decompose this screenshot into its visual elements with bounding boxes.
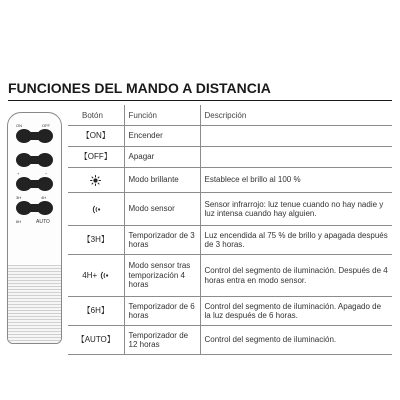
function-cell: Apagar: [124, 147, 200, 168]
key-auto: 【AUTO】: [76, 335, 115, 345]
remote-button-pair-plus-minus: [16, 177, 53, 191]
key-off: 【OFF】: [79, 152, 112, 162]
remote-label-4h: 4H: [41, 195, 47, 200]
remote-4h-button: [37, 201, 53, 215]
description-cell: Sensor infrarrojo: luz tenue cuando no hay nadie y luz intensa cuando hay alguien.: [200, 193, 392, 226]
function-cell: Temporizador de 12 horas: [124, 326, 200, 355]
table-row: [68, 193, 392, 226]
description-cell: Control del segmento de iluminación.: [200, 326, 392, 355]
description-cell: [200, 126, 392, 147]
table-header-row: [68, 105, 392, 126]
key-on: 【ON】: [81, 131, 110, 141]
remote-label-minus: −: [45, 171, 48, 176]
remote-control: [7, 112, 62, 344]
function-cell: Modo sensor tras temporización 4 horas: [124, 255, 200, 297]
header-description: Descripción: [200, 105, 392, 126]
description-cell: Control del segmento de iluminación. Después de 4 horas entra en modo sensor.: [200, 255, 392, 297]
remote-button-pair-brightness-sensor: [16, 153, 53, 167]
remote-sensor-button: [37, 153, 53, 167]
remote-label-auto: AUTO: [36, 219, 50, 225]
description-cell: Establece el brillo al 100 %: [200, 168, 392, 193]
table-row: [68, 147, 392, 168]
title-underline: [8, 100, 392, 101]
remote-speaker-grill: [8, 265, 61, 343]
remote-off-button: [37, 129, 53, 143]
table-row: [68, 297, 392, 326]
remote-button-pair-3h-4h: [16, 201, 53, 215]
remote-label-6h: 6H: [16, 219, 22, 224]
sensor-wave-icon: [98, 271, 109, 280]
page-title: FUNCIONES DEL MANDO A DISTANCIA: [8, 80, 271, 96]
key-6h: 【6H】: [82, 306, 109, 316]
remote-label-plus: +: [17, 171, 20, 176]
functions-table: [68, 105, 392, 355]
table-row: [68, 326, 392, 355]
key-4h: 4H+: [82, 270, 98, 280]
sensor-wave-icon: [90, 205, 101, 214]
remote-label-3h: 3H: [16, 195, 22, 200]
function-cell: Modo brillante: [124, 168, 200, 193]
function-cell: Temporizador de 6 horas: [124, 297, 200, 326]
remote-label-off: OFF: [42, 123, 50, 128]
key-4h-sensor: [82, 271, 109, 281]
description-cell: Luz encendida al 75 % de brillo y apagada después de 3 horas.: [200, 226, 392, 255]
function-cell: Encender: [124, 126, 200, 147]
sun-icon: [90, 175, 101, 186]
table-row: [68, 255, 392, 297]
table-row: [68, 126, 392, 147]
table-row: [68, 168, 392, 193]
remote-button-pair-on-off: [16, 129, 53, 143]
description-cell: Control del segmento de iluminación. Apagado de la luz después de 6 horas.: [200, 297, 392, 326]
key-3h: 【3H】: [82, 235, 109, 245]
header-button: Botón: [68, 105, 124, 126]
description-cell: [200, 147, 392, 168]
remote-minus-button: [37, 177, 53, 191]
function-cell: Temporizador de 3 horas: [124, 226, 200, 255]
header-function: Función: [124, 105, 200, 126]
function-cell: Modo sensor: [124, 193, 200, 226]
table-row: [68, 226, 392, 255]
remote-label-on: ON: [16, 123, 22, 128]
